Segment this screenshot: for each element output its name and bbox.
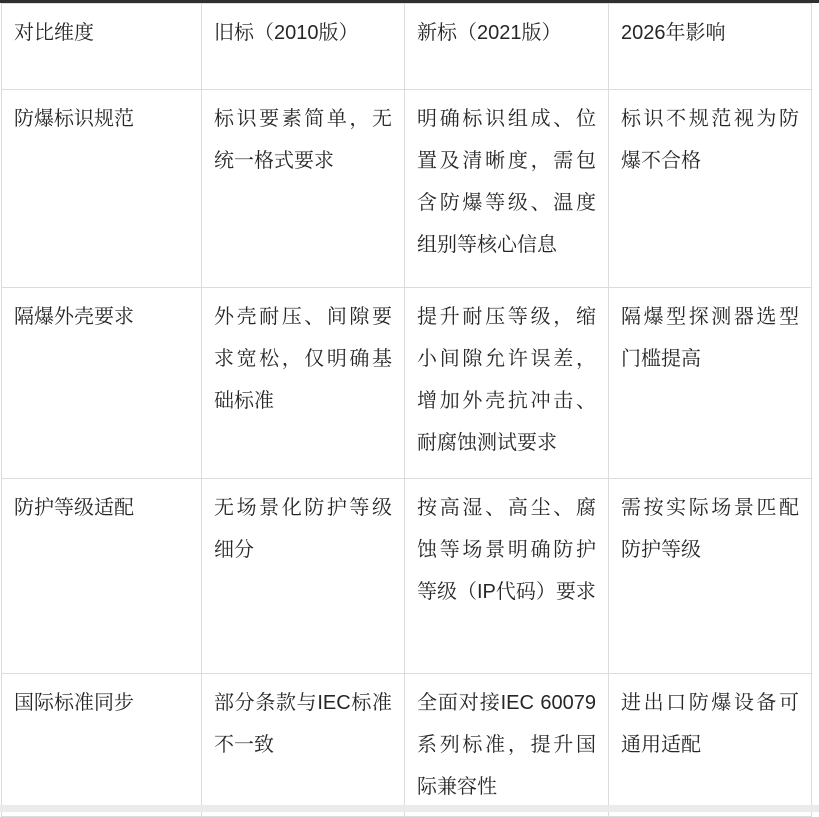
cell-impact: 进出口防爆设备可通用适配	[609, 674, 812, 817]
cell-dimension: 隔爆外壳要求	[2, 288, 202, 479]
header-cell-new-standard: 新标（2021版）	[405, 4, 609, 90]
cell-dimension: 国际标准同步	[2, 674, 202, 817]
cell-impact: 标识不规范视为防爆不合格	[609, 90, 812, 288]
cell-old-standard: 外壳耐压、间隙要求宽松，仅明确基础标准	[202, 288, 405, 479]
table-row	[2, 479, 812, 674]
cell-impact: 隔爆型探测器选型门槛提高	[609, 288, 812, 479]
header-cell-old-standard: 旧标（2010版）	[202, 4, 405, 90]
cell-new-standard: 明确标识组成、位置及清晰度，需包含防爆等级、温度组别等核心信息	[405, 90, 609, 288]
cell-old-standard: 标识要素简单，无统一格式要求	[202, 90, 405, 288]
cell-dimension: 防护等级适配	[2, 479, 202, 674]
cell-old-standard: 无场景化防护等级细分	[202, 479, 405, 674]
cell-dimension: 防爆标识规范	[2, 90, 202, 288]
cell-new-standard: 提升耐压等级，缩小间隙允许误差，增加外壳抗冲击、耐腐蚀测试要求	[405, 288, 609, 479]
table-row	[2, 288, 812, 479]
bottom-edge-strip	[0, 805, 819, 812]
cell-old-standard: 部分条款与IEC标准不一致	[202, 674, 405, 817]
cell-new-standard: 全面对接IEC 60079系列标准，提升国际兼容性	[405, 674, 609, 817]
header-cell-dimension: 对比维度	[2, 4, 202, 90]
table-row	[2, 674, 812, 817]
table-header-row	[2, 4, 812, 90]
cell-impact: 需按实际场景匹配防护等级	[609, 479, 812, 674]
table-row	[2, 90, 812, 288]
standards-comparison-table	[1, 3, 812, 817]
cell-new-standard: 按高湿、高尘、腐蚀等场景明确防护等级（IP代码）要求	[405, 479, 609, 674]
header-cell-2026-impact: 2026年影响	[609, 4, 812, 90]
